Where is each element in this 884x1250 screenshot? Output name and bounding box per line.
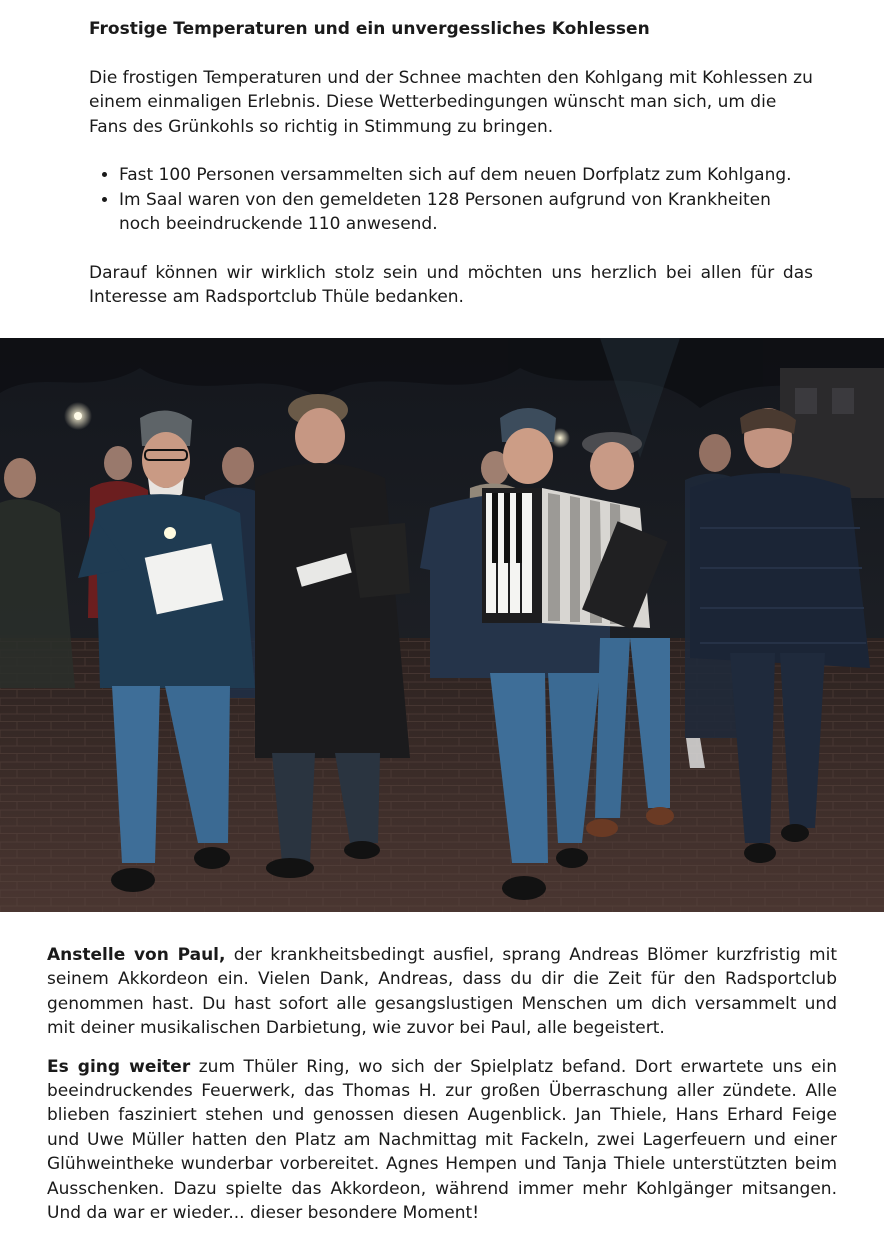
- report-section: [47, 943, 837, 1239]
- list-item: • Im Saal waren von den gemeldeten 128 Personen aufgrund von Krankheiten noch beeindruckende 110 anwesend.: [119, 188, 813, 237]
- closing-paragraph: Darauf können wir wirklich stolz sein und möchten uns herzlich bei allen für das Interesse am Radsportclub Thüle bedanken.: [89, 262, 813, 307]
- paragraph-text: der krankheitsbedingt ausfiel, sprang Andreas Blömer kurzfristig mit seinem Akkordeon ein. Vielen Dank, Andreas, dass du dir die Zeit für den Radsportclub genommen hast. Du hast sofort alle gesangslustigen Menschen um dich versammelt und mit deiner musikalischen Darbietung, wie zuvor bei Paul, alle begeistert.: [47, 945, 838, 1039]
- paragraph-lead: Es ging weiter: [47, 1056, 191, 1077]
- event-photo: [0, 338, 884, 912]
- article-title: Frostige Temperaturen und ein unvergessliches Kohlessen: [89, 19, 650, 39]
- intro-section: [89, 17, 813, 310]
- paragraph: [47, 943, 837, 1041]
- paragraph-lead: Anstelle von Paul,: [47, 945, 226, 965]
- list-item: • Fast 100 Personen versammelten sich auf dem neuen Dorfplatz zum Kohlgang.: [119, 163, 813, 188]
- paragraph: [47, 1055, 837, 1226]
- intro-paragraph: Die frostigen Temperaturen und der Schnee machten den Kohlgang mit Kohlessen zu einem einmaligen Erlebnis. Diese Wetterbedingungen wünscht man sich, um die Fans des Grünkohls so richtig in Stimmung zu bringen.: [89, 67, 813, 137]
- facts-list: [89, 163, 813, 237]
- paragraph-text: zum Thüler Ring, wo sich der Spielplatz befand. Dort erwartete uns ein beeindruckendes Feuerwerk, das Thomas H. zur großen Überraschung aller zündete. Alle blieben fasziniert stehen und genossen diesen Augenblick. Jan Thiele, Hans Erhard Feige und Uwe Müller hatten den Platz am Nachmittag mit Fackeln, zwei Lagerfeuern und einer Glühweintheke wunderbar vorbereitet. Agnes Hempen und Tanja Thiele unterstützten beim Ausschenken. Dazu spielte das Akkordeon, während immer mehr Kohlgänger mitsangen. Und da war er wieder... dieser besondere Moment!: [47, 1056, 837, 1224]
